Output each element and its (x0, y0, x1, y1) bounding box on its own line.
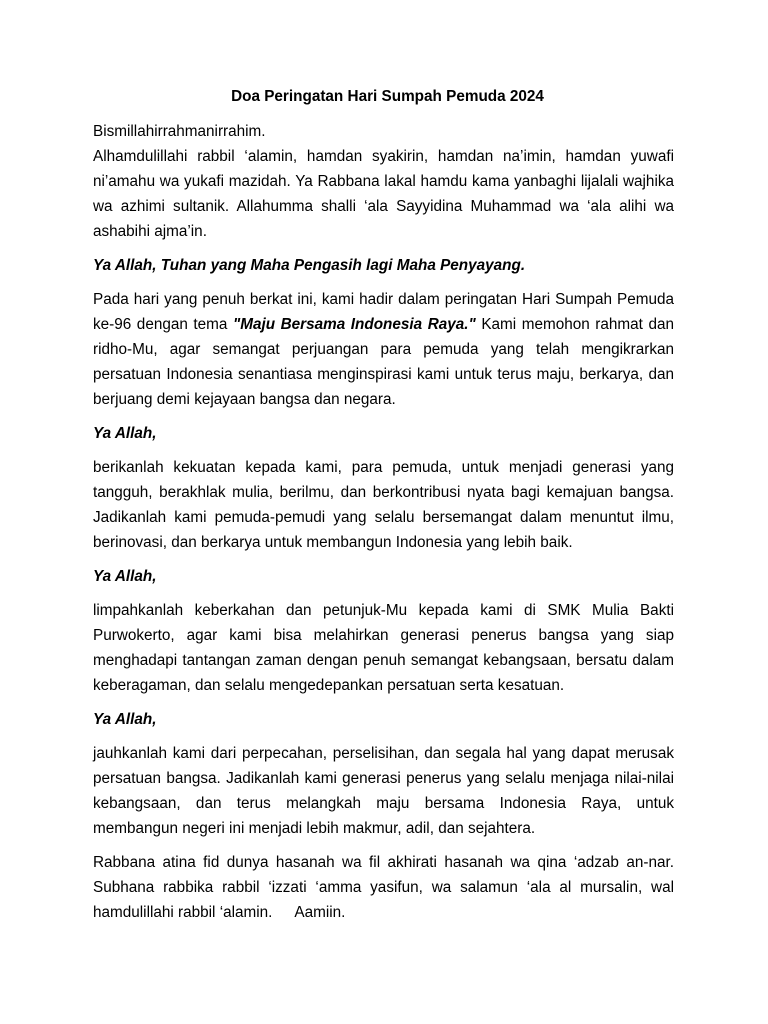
section-paragraph: jauhkanlah kami dari perpecahan, perselisihan, dan segala hal yang dapat merusak persatuan bangsa. Jadikanlah kami generasi penerus yang selalu menjaga nilai-nilai kebangsaan, dan terus melangkah maju bersama Indonesia Raya, untuk membangun negeri ini menjadi lebih makmur, adil, dan sejahtera. (93, 745, 674, 837)
section-heading: Ya Allah, (93, 425, 157, 442)
section-heading: Ya Allah, (93, 711, 157, 728)
intro-text-before: Pada hari yang penuh berkat ini, kami hadir dalam peringatan Hari Sumpah Pemuda ke-96 dengan tema (93, 291, 674, 333)
section-paragraph: limpahkanlah keberkahan dan petunjuk-Mu kepada kami di SMK Mulia Bakti Purwokerto, agar kami bisa melahirkan generasi penerus bangsa yang siap menghadapi tantangan zaman dengan penuh semangat kebangsaan, bersatu dalam keberagaman, dan selalu mengedepankan persatuan serta kesatuan. (93, 602, 674, 694)
closing-paragraph (93, 850, 674, 925)
intro-paragraph (93, 287, 674, 412)
basmalah-line: Bismillahirrahmanirrahim. (93, 123, 266, 140)
page-title: Doa Peringatan Hari Sumpah Pemuda 2024 (231, 88, 544, 105)
section-heading: Ya Allah, (93, 568, 157, 585)
invocation-heading: Ya Allah, Tuhan yang Maha Pengasih lagi Maha Penyayang. (93, 257, 526, 274)
section-paragraph: berikanlah kekuatan kepada kami, para pemuda, untuk menjadi generasi yang tangguh, berakhlak mulia, berilmu, dan berkontribusi nyata bagi kemajuan bangsa. Jadikanlah kami pemuda-pemudi yang selalu bersemangat dalam menuntut ilmu, berinovasi, dan berkarya untuk membangun Indonesia yang lebih baik. (93, 459, 674, 551)
prayer-document (93, 84, 674, 934)
closing-text: Rabbana atina fid dunya hasanah wa fil akhirati hasanah wa qina ‘adzab an-nar. Subhana rabbika rabbil ‘izzati ‘amma yasifun, wa salamun ‘ala al mursalin, wal hamdulillahi rabbil ‘alamin. (93, 854, 674, 921)
amin-text: Aamiin. (294, 904, 346, 921)
theme-quote: "Maju Bersama Indonesia Raya." (232, 316, 476, 333)
hamdalah-paragraph: Alhamdulillahi rabbil ‘alamin, hamdan syakirin, hamdan na’imin, hamdan yuwafi ni’amahu wa yukafi mazidah. Ya Rabbana lakal hamdu kama yanbaghi lijalali wajhika wa azhimi sultanik. Allahumma shalli ‘ala Sayyidina Muhammad wa ‘ala alihi wa ashabihi ajma’in. (93, 148, 674, 240)
intro-text-after: Kami memohon rahmat dan ridho-Mu, agar semangat perjuangan para pemuda yang telah mengikrarkan persatuan Indonesia senantiasa menginspirasi kami untuk terus maju, berkarya, dan berjuang demi kejayaan bangsa dan negara. (93, 316, 674, 408)
